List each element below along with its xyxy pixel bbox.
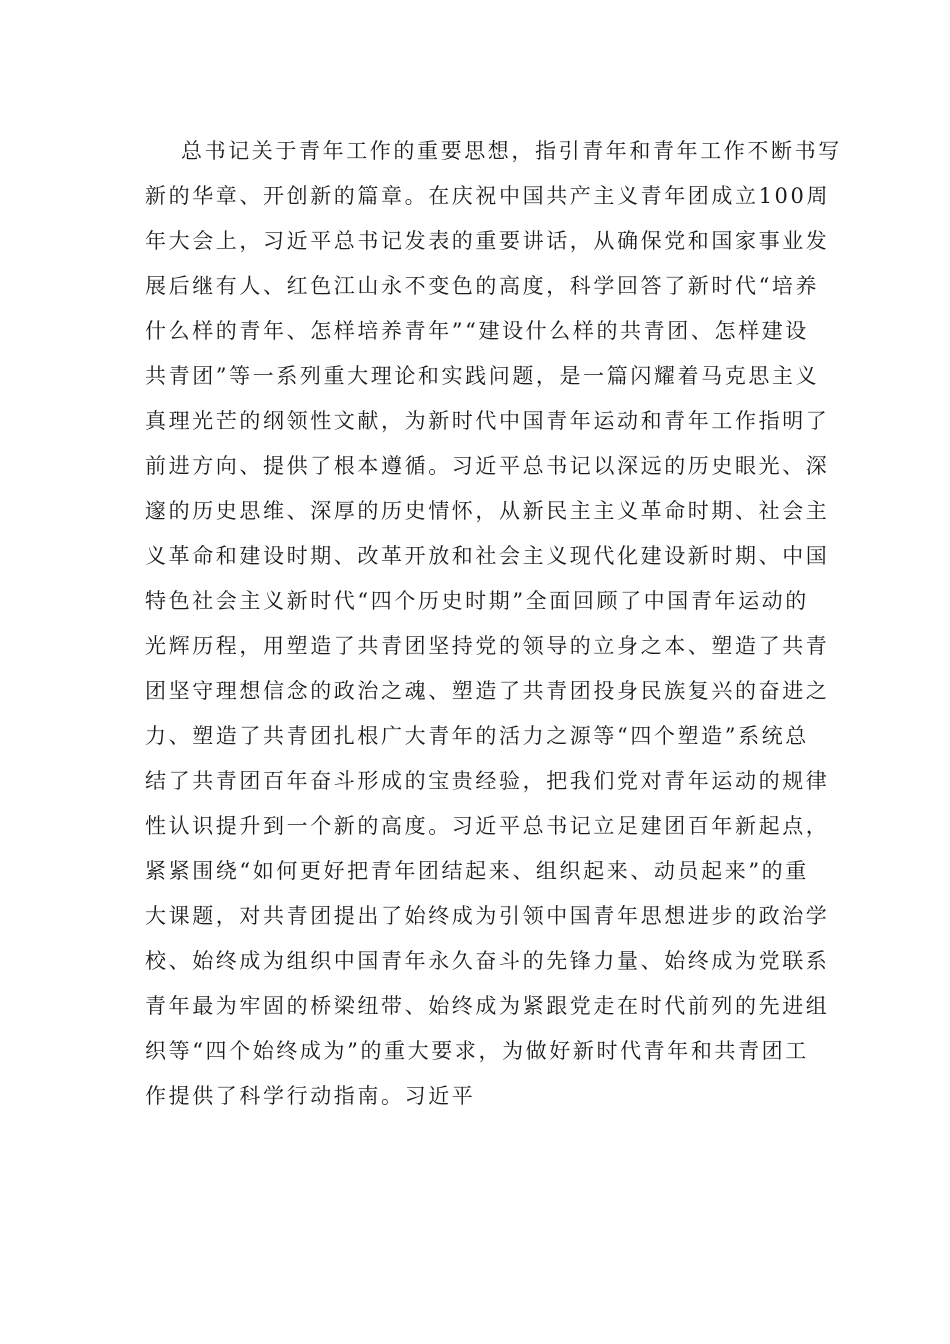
body-paragraph [145,129,842,1119]
paragraph-line: 力、塑造了共青团扎根广大青年的活力之源等“四个塑造”系统总 [145,724,809,748]
paragraph-line: 义革命和建设时期、改革开放和社会主义现代化建设新时期、中国 [145,544,830,568]
paragraph-line: 结了共青团百年奋斗形成的宝贵经验，把我们党对青年运动的规律 [145,769,830,793]
paragraph-line: 总书记关于青年工作的重要思想，指引青年和青年工作不断书写 [181,139,842,163]
paragraph-line: 前进方向、提供了根本遵循。习近平总书记以深远的历史眼光、深 [145,454,830,478]
paragraph-line: 什么样的青年、怎样培养青年”“建设什么样的共青团、怎样建设 [145,319,809,343]
paragraph-line: 青年最为牢固的桥梁纽带、始终成为紧跟党走在时代前列的先进组 [145,994,830,1018]
paragraph-line: 光辉历程，用塑造了共青团坚持党的领导的立身之本、塑造了共青 [145,634,830,658]
paragraph-line: 展后继有人、红色江山永不变色的高度，科学回答了新时代“培养 [145,274,820,298]
paragraph-line: 年大会上，习近平总书记发表的重要讲话，从确保党和国家事业发 [145,229,830,253]
paragraph-line: 大课题，对共青团提出了始终成为引领中国青年思想进步的政治学 [145,904,830,928]
paragraph-line: 特色社会主义新时代“四个历史时期”全面回顾了中国青年运动的 [145,589,809,613]
paragraph-line: 团坚守理想信念的政治之魂、塑造了共青团投身民族复兴的奋进之 [145,679,830,703]
paragraph-line: 紧紧围绕“如何更好把青年团结起来、组织起来、动员起来”的重 [145,859,809,883]
paragraph-line: 新的华章、开创新的篇章。在庆祝中国共产主义青年团成立100周 [145,184,831,208]
paragraph-line: 性认识提升到一个新的高度。习近平总书记立足建团百年新起点， [145,814,830,838]
paragraph-line: 真理光芒的纲领性文献，为新时代中国青年运动和青年工作指明了 [145,409,830,433]
paragraph-line: 邃的历史思维、深厚的历史情怀，从新民主主义革命时期、社会主 [145,499,830,523]
paragraph-line: 织等“四个始终成为”的重大要求，为做好新时代青年和共青团工 [145,1039,809,1063]
paragraph-line: 作提供了科学行动指南。习近平 [145,1084,476,1108]
paragraph-line: 校、始终成为组织中国青年永久奋斗的先锋力量、始终成为党联系 [145,949,830,973]
paragraph-line: 共青团”等一系列重大理论和实践问题，是一篇闪耀着马克思主义 [145,364,820,388]
